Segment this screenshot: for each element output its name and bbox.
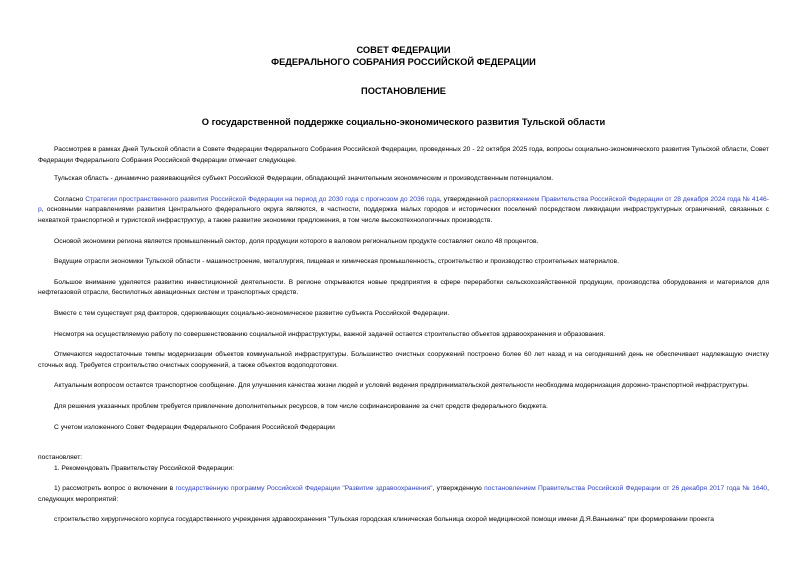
strategy-link[interactable]: Стратегии пространственного развития Российской Федерации на период до 2030 года с прогнозом до 2036 года xyxy=(85,195,440,203)
paragraph: Ведущие отрасли экономики Тульской области - машиностроение, металлургия, пищевая и химическая промышленность, строительство и производство строительных материалов. xyxy=(54,258,619,266)
paragraph: 1. Рекомендовать Правительству Российской Федерации: xyxy=(54,464,235,472)
issuer-line-1: СОВЕТ ФЕДЕРАЦИИ xyxy=(356,45,451,55)
document-body xyxy=(0,145,807,526)
text-fragment: , утвержденную xyxy=(432,485,485,493)
document-type: ПОСТАНОВЛЕНИЕ xyxy=(361,86,446,96)
paragraph: Отмечаются недостаточные темпы модернизации объектов коммунальной инфраструктуры. Большинство очистных сооружений построено более 60 лет назад и на сегодняшний день не обеспечивает надлежащую очистку сточных вод. Требуется строительство очистных сооружений, а также объектов водоподготовки. xyxy=(38,351,769,369)
government-order-link[interactable]: распоряжением Правительства Российской Федерации от 28 декабря 2024 года № 4146-р xyxy=(38,195,770,214)
paragraph: строительство хирургического корпуса государственного учреждения здравоохранения "Тульская городская клиническая больница скорой медицинской помощи имени Д.Я.Ваныкина" при формировании проекта xyxy=(54,516,714,524)
paragraph: постановляет: xyxy=(38,454,83,462)
text-fragment: , следующих мероприятий: xyxy=(38,485,769,503)
paragraph: Для решения указанных проблем требуется привлечение дополнительных ресурсов, в том числе софинансирование за счет средств федерального бюджета. xyxy=(54,402,548,410)
paragraph xyxy=(38,484,769,505)
document-subject: О государственной поддержке социально-экономического развития Тульской области xyxy=(201,117,606,127)
government-decree-link[interactable]: постановлением Правительства Российской Федерации от 26 декабря 2017 года № 1640 xyxy=(484,485,768,493)
paragraph: Основой экономики региона является промышленный сектор, доля продукции которого в валовом региональном продукте составляет около 48 процентов. xyxy=(54,237,539,245)
paragraph: Рассмотрев в рамках Дней Тульской области в Совете Федерации Федерального Собрания Российской Федерации, проведенных 20 - 22 октября 2025 года, вопросы социально-экономического развития Тульской области, Совет Федерации Федерального Собрания Российской Федерации отмечает следующее. xyxy=(38,146,769,164)
paragraph: Большое внимание уделяется развитию инвестиционной деятельности. В регионе открываются новые предприятия в сфере переработки сельскохозяйственной продукции, производства оборудования и материалов для нефтегазовой отрасли, беспилотных авиационных систем и транспортных средств. xyxy=(38,278,769,297)
text-fragment: Согласно xyxy=(54,195,86,203)
paragraph: С учетом изложенного Совет Федерации Федерального Собрания Российской Федерации xyxy=(54,423,335,431)
text-fragment: , основными направлениями развития Центрального федерального округа являются, в частности, поддержка малых городов и исторических поселений посредством ликвидации инфраструктурных ограничений, связанных с нехваткой транспортной и туристской инфраструктур, а также развитие экономики предложения, в том числе высокотехнологичных производств. xyxy=(38,206,769,224)
paragraph xyxy=(38,195,769,227)
paragraph: Вместе с тем существует ряд факторов, сдерживающих социально-экономическое развитие субъекта Российской Федерации. xyxy=(54,309,450,317)
issuer-line-2: ФЕДЕРАЛЬНОГО СОБРАНИЯ РОССИЙСКОЙ ФЕДЕРАЦИИ xyxy=(271,57,536,67)
paragraph: Актуальным вопросом остается транспортное сообщение. Для улучшения качества жизни людей и условий ведения предпринимательской деятельности необходима модернизация дорожно-транспортной инфраструктуры. xyxy=(54,382,749,390)
paragraph: Тульская область - динамично развивающийся субъект Российской Федерации, обладающий значительным экономическим и производственным потенциалом. xyxy=(54,175,554,183)
text-fragment: 1) рассмотреть вопрос о включении в xyxy=(54,485,176,493)
document-header xyxy=(0,0,807,128)
text-fragment: , утвержденной xyxy=(439,195,490,203)
health-program-link[interactable]: государственную программу Российской Федерации "Развитие здравоохранения" xyxy=(175,485,433,493)
paragraph: Несмотря на осуществляемую работу по совершенствованию социальной инфраструктуры, важной задачей остается строительство объектов здравоохранения и образования. xyxy=(54,330,606,338)
